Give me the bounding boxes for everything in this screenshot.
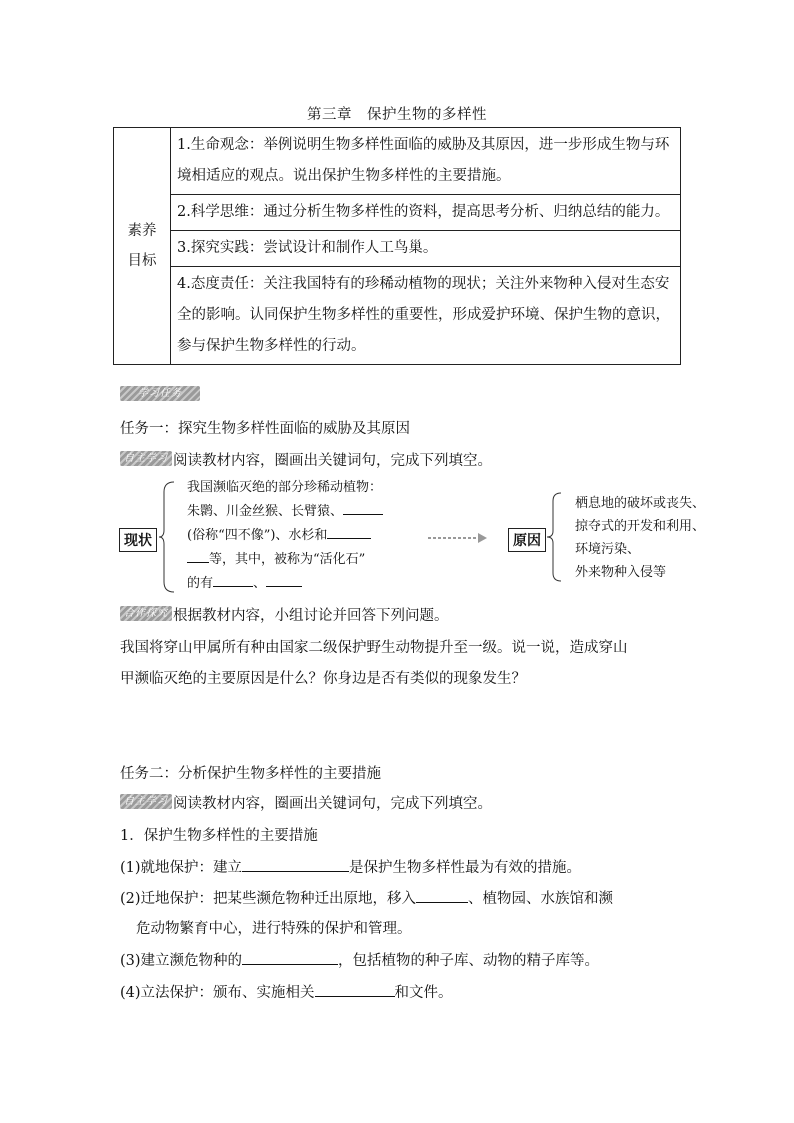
right-brace-icon (545, 491, 565, 585)
blank-field[interactable] (242, 950, 338, 965)
blank-field[interactable] (343, 500, 383, 515)
cooperative-badge: 合作探究 (120, 606, 172, 621)
task1-instruction: 阅读教材内容，圈画出关键词句，完成下列填空。 (173, 453, 492, 469)
blank-field[interactable] (327, 524, 371, 539)
blank-field[interactable] (315, 982, 395, 997)
measure-item: (2)迁地保护：把某些濒危物种迁出原地，移入 、植物园、水族馆和濒 (120, 887, 613, 908)
measures-subheading: 1．保护生物多样性的主要措施 (120, 828, 318, 844)
cause-box: 原因 (508, 528, 546, 552)
diagram-text: 栖息地的破坏或丧失、 (575, 496, 706, 511)
self-study-badge: 自主学习 (120, 794, 172, 809)
measure-item: (1)就地保护：建立 是保护生物多样性最为有效的措施。 (120, 856, 581, 877)
goal-item: 2.科学思维：通过分析生物多样性的资料，提高思考分析、归纳总结的能力。 (171, 195, 681, 231)
task1-heading: 任务一：探究生物多样性面临的威胁及其原因 (120, 421, 410, 437)
blank-field[interactable] (242, 857, 349, 872)
goal-item: 4.态度责任：关注我国特有的珍稀动植物的现状；关注外来物种入侵对生态安全的影响。认同保护生物多样性的重要性，形成爱护环境、保护生物的意识，参与保护生物多样性的行动。 (171, 267, 681, 365)
left-brace-icon (158, 480, 178, 595)
section-badge: 学习任务 (120, 386, 200, 401)
diagram-text: 我国濒临灭绝的部分珍稀动植物： (187, 480, 383, 495)
diagram-text: 朱鹮、川金丝猴、长臂猿、 (187, 500, 383, 524)
goal-item: 3.探究实践：尝试设计和制作人工鸟巢。 (171, 231, 681, 267)
goal-item: 1.生命观念：举例说明生物多样性面临的威胁及其原因，进一步形成生物与环境相适应的观点。说出保护生物多样性的主要措施。 (171, 128, 681, 195)
blank-field[interactable] (213, 572, 253, 587)
diagram-text: (俗称“四不像”)、水杉和 (187, 524, 371, 548)
task2-instruction: 阅读教材内容，圈画出关键词句，完成下列填空。 (173, 796, 492, 812)
task1-instruction2: 根据教材内容，小组讨论并回答下列问题。 (173, 608, 449, 624)
self-study-badge: 自主学习 (120, 451, 172, 466)
measure-item: (4)立法保护：颁布、实施相关 和文件。 (120, 981, 453, 1002)
page-title: 第三章 保护生物的多样性 (307, 107, 487, 123)
diagram-text: 等，其中，被称为“活化石” (187, 548, 365, 572)
task2-heading: 任务二：分析保护生物多样性的主要措施 (120, 766, 381, 782)
blank-field[interactable] (266, 572, 302, 587)
diagram-text: 环境污染、 (575, 542, 641, 557)
blank-field[interactable] (187, 548, 209, 563)
question-text: 甲濒临灭绝的主要原因是什么？你身边是否有类似的现象发生？ (120, 671, 526, 687)
goals-label: 素养 目标 (114, 128, 171, 365)
diagram-text: 掠夺式的开发和利用、 (575, 519, 706, 534)
blank-field[interactable] (416, 888, 468, 903)
measure-item-cont: 危动物繁育中心，进行特殊的保护和管理。 (136, 921, 412, 937)
measure-item: (3)建立濒危物种的 ，包括植物的种子库、动物的精子库等。 (120, 949, 599, 970)
arrow-icon (428, 530, 488, 546)
status-box: 现状 (119, 528, 157, 552)
question-text: 我国将穿山甲属所有种由国家二级保护野生动物提升至一级。说一说，造成穿山 (120, 640, 628, 656)
literacy-goals-table (113, 127, 681, 365)
diagram-text: 外来物种入侵等 (575, 565, 667, 580)
diagram-text: 的有 、 (187, 572, 302, 596)
